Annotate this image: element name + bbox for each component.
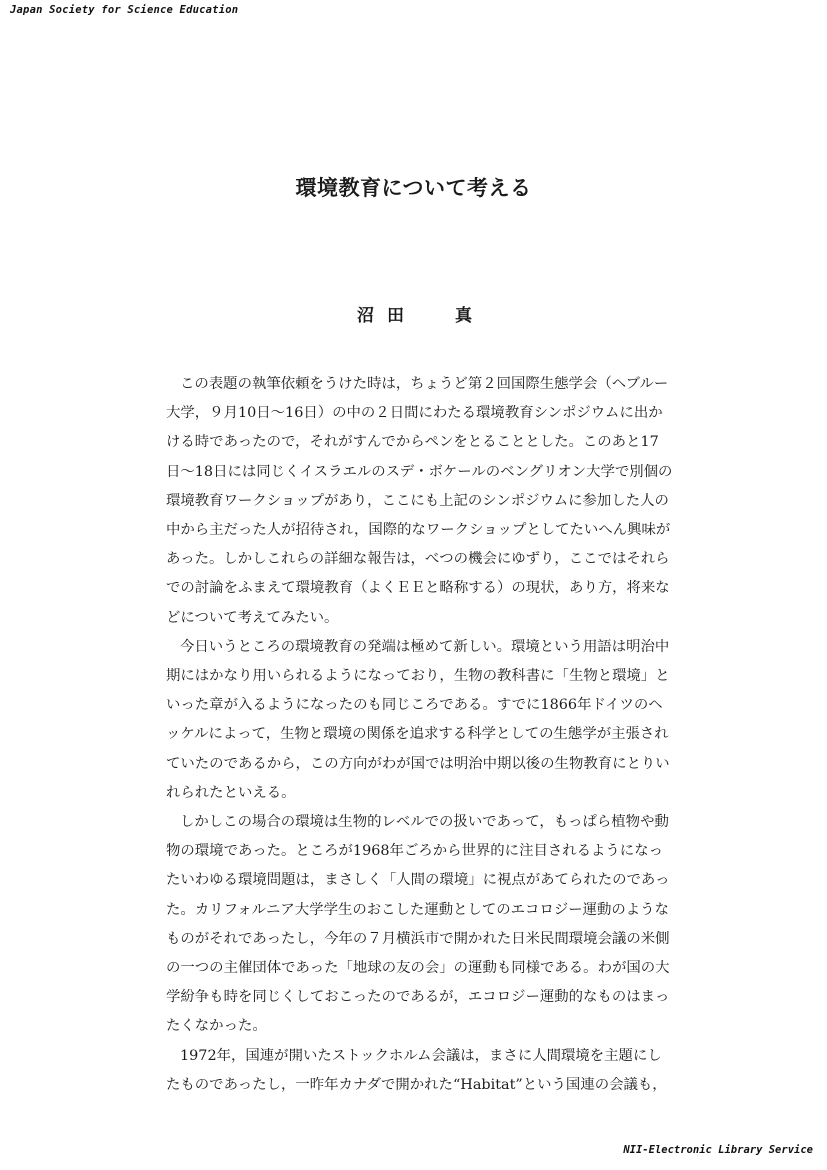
society-header: Japan Society for Science Education [10, 4, 239, 16]
author-name [0, 301, 827, 325]
paragraph: 1972年，国連が開いたストックホルム会議は，まさに人間環境を主題にしたものであったし，一昨年カナダで開かれた“Habitat”という国連の会議も， [166, 1047, 667, 1093]
paragraph: しかしこの場合の環境は生物的レベルでの扱いであって，もっぱら植物や動物の環境であった。ところが1968年ごろから世界的に注目されるようになったいわゆる環境問題は，まさしく「人間の環境」に視点があてられたのであった。カリフォルニア大学学生のおこした運動としてのエコロジー運動のようなものがそれであったし，今年の７月横浜市で開かれた日米民間環境会議の米側の一つの主催団体であった「地球の友の会」の運動も同様である。わが国の大学紛争も時を同じくしておこったのであるが，エコロジー運動的なものはまったくなかった。 [166, 814, 670, 1035]
library-service-footer: NII-Electronic Library Service [623, 1144, 813, 1156]
author-surname-char-2: 田 [387, 306, 404, 326]
paragraph: この表題の執筆依頼をうけた時は，ちょうど第２回国際生態学会（ヘブルー大学，９月10日〜16日）の中の２日間にわたる環境教育シンポジウムに出かける時であったので，それがすんでからペンをとることとした。このあと17日〜18日には同じくイスラエルのスデ・ボケールのベングリオン大学で別個の環境教育ワークショップがあり，ここにも上記のシンポジウムに参加した人の中から主だった人が招待され，国際的なワークショップとしてたいへん興味があった。しかしこれらの詳細な報告は，べつの機会にゆずり，ここではそれらでの討論をふまえて環境教育（よくＥＥと略称する）の現状，あり方，将来などについて考えてみたい。 [166, 376, 673, 626]
article-title: 環境教育について考える [295, 176, 532, 200]
article-body [166, 370, 676, 1100]
paragraph: 今日いうところの環境教育の発端は極めて新しい。環境という用語は明治中期にはかなり用いられるようになっており，生物の教科書に「生物と環境」といった章が入るようになったのも同じころである。すでに1866年ドイツのヘッケルによって，生物と環境の関係を追求する科学としての生態学が主張されていたのであるから，この方向がわが国では明治中期以後の生物教育にとりいれられたといえる。 [166, 638, 670, 801]
author-surname-char-1: 沼 [357, 306, 374, 326]
author-given-name: 真 [455, 306, 472, 326]
